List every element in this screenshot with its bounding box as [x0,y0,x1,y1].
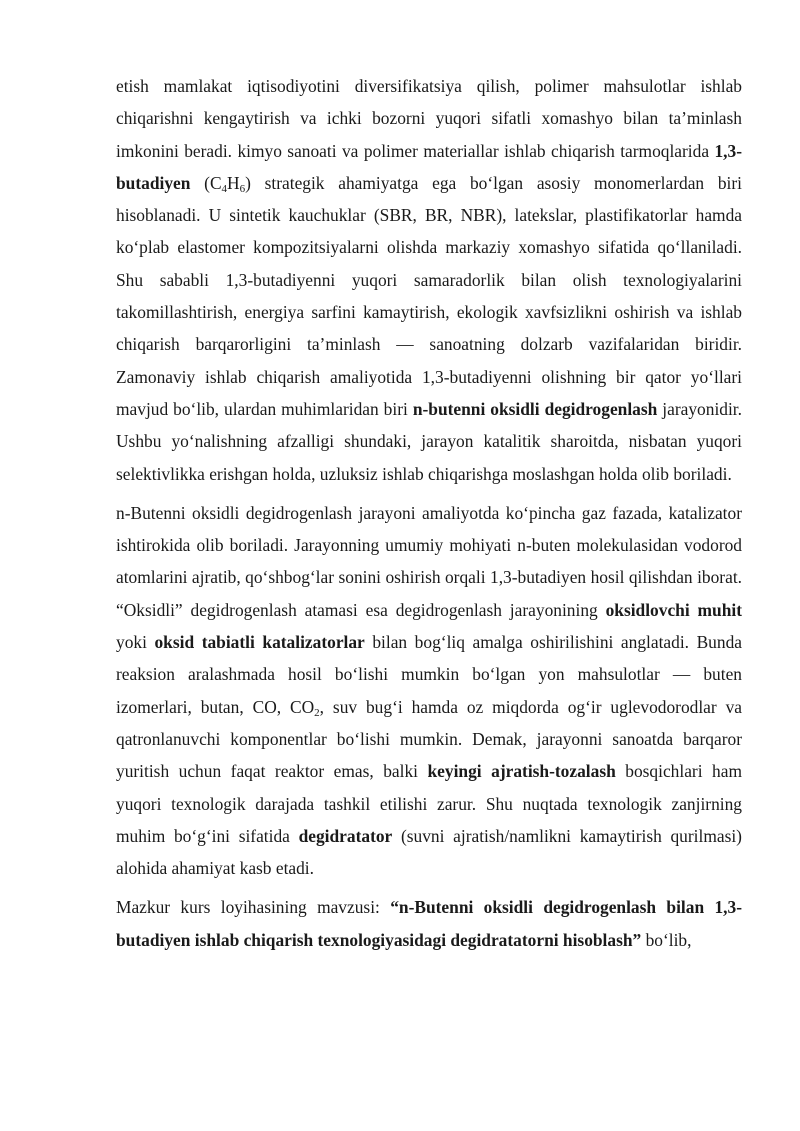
paragraph-1 [116,70,742,490]
text-run: n-Butenni oksidli degidrogenlash jarayoni amaliyotda ko‘pincha gaz fazada, katalizator ishtirokida olib boriladi. Jarayonning umumiy mohiyati n-buten molekulasidan vodorod atomlarini ajratib, qo‘shbog‘lar sonini oshirish orqali 1,3-butadiyen hosil qilishdan iborat. “Oksidli” degidrogenlash atamasi esa degidrogenlash jarayonining [116,502,742,620]
text-run: (suvni ajratish/namlikni kamaytirish qurilmasi) alohida ahamiyat kasb etadi. [116,825,742,879]
text-run: bosqichlari ham yuqori texnologik darajada tashkil etilishi zarur. Shu nuqtada texnologik zanjirning muhim bo‘g‘ini sifatida [116,761,742,846]
text-run: ) strategik ahamiyatga ega bo‘lgan asosiy monomerlardan biri hisoblanadi. U sintetik kauchuklar (SBR, BR, NBR), latekslar, plastifikatorlar hamda ko‘plab elastomer kompozitsiyalarni olishda markaziy xomashyo sifatida qo‘llaniladi. Shu sababli 1,3-butadiyenni yuqori samaradorlik bilan olish texnologiyalarini takomillashtirish, energiya sarfini kamaytirish, ekologik xavfsizlikni oshirish va ishlab chiqarish barqarorligini ta’minlash — sanoatning dolzarb vazifalaridan biridir. Zamonaviy ishlab chiqarish amaliyotida 1,3-butadiyenni olishning bir qator yo‘llari mavjud bo‘lib, ulardan muhimlaridan biri [116,172,742,419]
text-run: H [227,172,240,193]
text-run: , suv bug‘i hamda oz miqdorda og‘ir uglevodorodlar va qatronlanuvchi komponentlar bo‘lishi mumkin. Demak, jarayonni sanoatda barqaror yuritish uchun faqat reaktor emas, balki [116,696,742,782]
bold-term: 1,3-butadiyen [116,140,742,193]
text-run: Mazkur kurs loyihasining mavzusi: [116,897,391,918]
subscript: 4 [221,182,228,195]
paragraph-2 [116,497,742,885]
bold-term: degidratator [298,825,393,846]
bold-term: n-butenni oksidli degidrogenlash [412,398,658,419]
bold-term: oksid tabiatli katalizatorlar [154,632,365,653]
text-run: bo‘lib, [641,929,692,950]
subscript: 6 [239,182,246,195]
bold-term: oksidlovchi muhit [605,599,742,620]
text-run: jarayonidir. Ushbu yo‘nalishning afzalligi shundaki, jarayon katalitik sharoitda, nisbatan yuqori selektivlikka erishgan holda, uzluksiz ishlab chiqarishga moslashgan holda olib boriladi. [116,398,742,484]
text-run: etish mamlakat iqtisodiyotini diversifikatsiya qilish, polimer mahsulotlar ishlab chiqarishni kengaytirish va ichki bozorni yuqori sifatli xomashyo bilan ta’minlash imkonini beradi. kimyo sanoati va polimer materiallar ishlab chiqarish tarmoqlarida [116,76,742,161]
bold-term: keyingi ajratish-tozalash [427,761,616,782]
text-run: bilan bog‘liq amalga oshirilishini anglatadi. Bunda reaksion aralashmada hosil bo‘lishi mumkin bo‘lgan yon mahsulotlar — buten izomerlari, butan, CO, CO [116,632,742,717]
subscript: 2 [314,706,320,719]
bold-term: “n-Butenni oksidli degidrogenlash bilan 1,3-butadiyen ishlab chiqarish texnologiyasidagi degidratatorni hisoblash” [116,897,742,950]
paragraph-3 [116,891,742,956]
text-run: (C [190,172,222,193]
text-run: yoki [116,632,155,653]
